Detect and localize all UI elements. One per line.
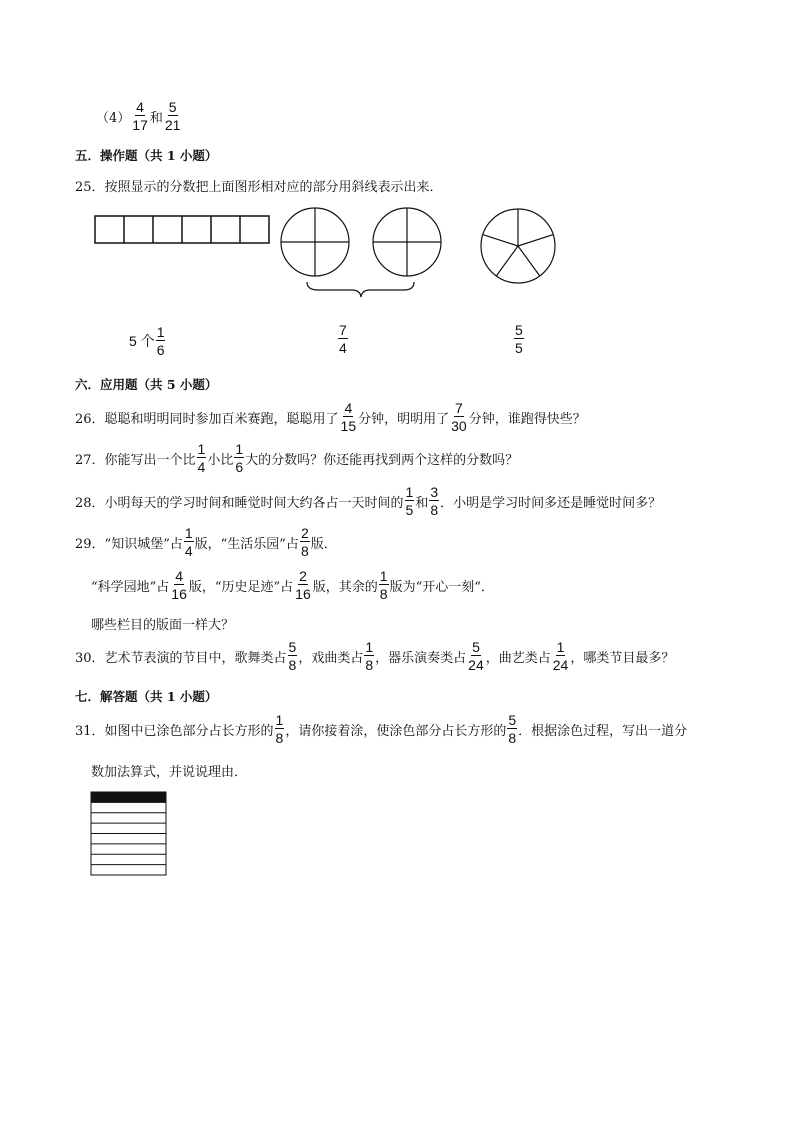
q24-prefix: （4） [96, 110, 131, 126]
q25-text: 25．按照显示的分数把上面图形相对应的部分用斜线表示出来． [75, 180, 443, 195]
fraction: $\frac{5}{21}$ [164, 99, 181, 133]
fraction: $\frac{4}{17}$ [132, 99, 148, 133]
q28: 28．小明每天的学习时间和睡觉时间大约各占一天时间的 $\frac{1}{5}$ 和 $\frac{3}{8}$ ．小明是学习时间多还是睡觉时间多？ [75, 484, 662, 518]
q24-part4: （4） $\frac{4}{17}$ 和 $\frac{5}{21}$ [96, 99, 181, 133]
q25-label-3: $\frac{5}{5}$ [515, 322, 523, 356]
section-heading-6: 六．应用题（共 5 小题） [75, 377, 218, 392]
q25-label-2: $\frac{7}{4}$ [339, 322, 347, 356]
q31-line-2: 数加法算式，并说说理由． [91, 765, 248, 780]
q29-line-2: “科学园地”占 $\frac{4}{16}$ 版，“历史足迹”占 $\frac{2}{16}$ 版，其余的 $\frac{1}{8}$ 版为“开心一刻“． [91, 568, 494, 602]
q27: 27．你能写出一个比 $\frac{1}{4}$ 小比 $\frac{1}{6}$ 大的分数吗？你还能再找到两个这样的分数吗？ [75, 441, 519, 475]
section-heading-7: 七．解答题（共 1 小题） [75, 689, 218, 704]
q29-line-1: 29．“知识城堡”占 $\frac{1}{4}$ 版，“生活乐园”占 $\frac{2}{8}$ 版． [75, 525, 337, 559]
q30: 30．艺术节表演的节目中，歌舞类占 $\frac{5}{8}$ ，戏曲类占 $\frac{1}{8}$ ，器乐演奏类占 $\frac{5}{24}$ ，曲艺类占 $\frac{1}{24}$ ，哪类节目最多？ [75, 639, 675, 673]
q29-line-3: 哪些栏目的版面一样大？ [91, 618, 235, 633]
q25-label-1: 5 个 $\frac{1}{6}$ [129, 324, 165, 358]
section-heading-5: 五．操作题（共 1 小题） [75, 148, 218, 163]
q31-line-1: 31．如图中已涂色部分占长方形的 $\frac{1}{8}$ ，请你接着涂，使涂色部分占长方形的 $\frac{5}{8}$ ．根据涂色过程，写出一道分 [75, 712, 688, 746]
q26: 26．聪聪和明明同时参加百米赛跑，聪聪用了 $\frac{4}{15}$ 分钟，明明用了 $\frac{7}{30}$ 分钟，谁跑得快些？ [75, 400, 586, 434]
shaded-strip [91, 792, 166, 802]
